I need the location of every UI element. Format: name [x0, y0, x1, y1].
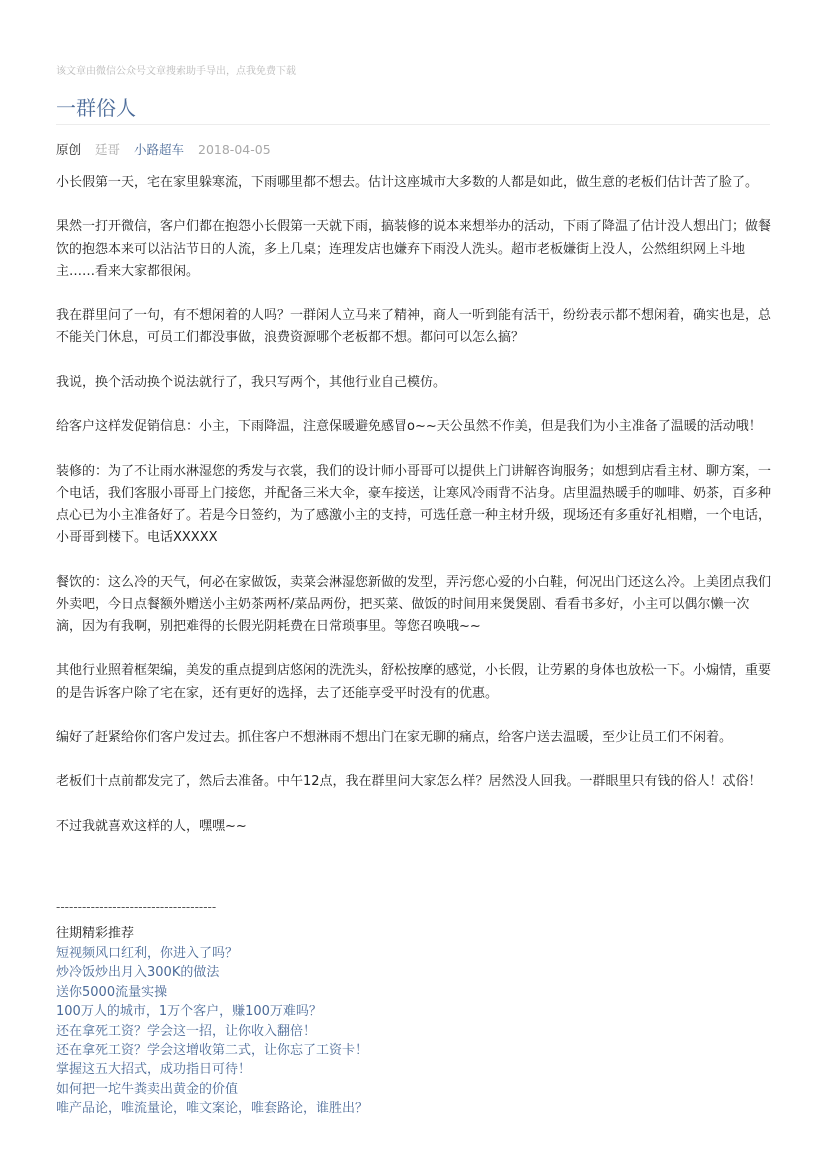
paragraph: 给客户这样发促销信息：小主，下雨降温，注意保暖避免感冒o~~天公虽然不作美，但是我们为小主准备了温暖的活动哦！ — [56, 419, 762, 435]
recommendation-link[interactable]: 送你5000流量实操 — [56, 984, 168, 1000]
recommendations-list — [56, 944, 368, 1119]
recommendation-link[interactable]: 掌握这五大招式，成功指日可待！ — [56, 1062, 252, 1078]
paragraph: 装修的：为了不让雨水淋湿您的秀发与衣裳，我们的设计师小哥哥可以提供上门讲解咨询服务；如想到店看主材、聊方案，一个电话，我们客服小哥哥上门接您，并配备三米大伞，豪车接送，让寒风冷雨背不沾身。店里温热暖手的咖啡、奶茶，百多种点心已为小主准备好了。若是今日签约，为了感激小主的支持，可选任意一种主材升级，现场还有多重好礼相赠，一个电话，小哥哥到楼下。电话XXXXX — [56, 463, 772, 546]
article-title: 一群俗人 — [56, 96, 136, 120]
recommendation-link[interactable]: 还在拿死工资？学会这一招，让你收入翻倍！ — [56, 1023, 317, 1039]
author-name: 廷哥 — [95, 142, 121, 157]
recommendation-link[interactable]: 短视频风口红利，你进入了吗？ — [56, 946, 239, 961]
paragraph: 编好了赶紧给你们客户发过去。抓住客户不想淋雨不想出门在家无聊的痛点，给客户送去温暖，至少让员工们不闲着。 — [56, 729, 733, 745]
recommendation-link[interactable]: 还在拿死工资？学会这增收第二式，让你忘了工资卡！ — [56, 1043, 369, 1059]
paragraph: 我在群里问了一句，有不想闲着的人吗？一群闲人立马来了精神，商人一听到能有活干，纷纷表示都不想闲着，确实也是，总不能关门休息，可员工们都没事做，浪费资源哪个老板都不想。都问可以怎么搞？ — [56, 308, 772, 346]
article-meta — [56, 140, 281, 158]
recommendation-link[interactable]: 100万人的城市，1万个客户，赚100万难吗？ — [56, 1004, 322, 1020]
title-divider — [56, 124, 770, 125]
recommendations-heading: 往期精彩推荐 — [56, 926, 135, 941]
article-body — [56, 172, 772, 860]
paragraph: 餐饮的：这么冷的天气，何必在家做饭，卖菜会淋湿您新做的发型，弄污您心爱的小白鞋，何况出门还这么冷。上美团点我们外卖吧，今日点餐额外赠送小主奶茶两杯/菜品两份，把买菜、做饭的时间用来煲煲剧、看看书多好，小主可以偶尔懒一次滴，因为有我啊，别把难得的长假光阴耗费在日常琐事里。等您召唤哦~~ — [56, 574, 772, 634]
dashed-divider: ------------------------------------- — [56, 900, 217, 914]
paragraph: 老板们十点前都发完了，然后去准备。中午12点，我在群里问大家怎么样？居然没人回我。一群眼里只有钱的俗人！忒俗！ — [56, 774, 762, 790]
paragraph: 果然一打开微信，客户们都在抱怨小长假第一天就下雨，搞装修的说本来想举办的活动，下雨了降温了估计没人想出门；做餐饮的抱怨本来可以沾沾节日的人流，多上几桌；连理发店也嫌弃下雨没人洗头。超市老板嫌街上没人，公然组织网上斗地主……看来大家都很闲。 — [56, 219, 772, 279]
export-notice[interactable]: 该文章由微信公众号文章搜索助手导出，点我免费下载 — [56, 66, 296, 77]
recommendation-link[interactable]: 如何把一坨牛粪卖出黄金的价值 — [56, 1081, 239, 1097]
paragraph: 不过我就喜欢这样的人，嘿嘿~~ — [56, 818, 247, 834]
recommendation-link[interactable]: 唯产品论，唯流量论，唯文案论，唯套路论，谁胜出？ — [56, 1101, 369, 1117]
paragraph: 其他行业照着框架编，美发的重点提到店悠闲的洗洗头，舒松按摩的感觉，小长假，让劳累的身体也放松一下。小煽情，重要的是告诉客户除了宅在家，还有更好的选择，去了还能享受平时没有的优惠。 — [56, 663, 772, 701]
recommendation-link[interactable]: 炒冷饭炒出月入300K的做法 — [56, 965, 220, 981]
paragraph: 我说，换个活动换个说法就行了，我只写两个，其他行业自己模仿。 — [56, 374, 447, 390]
account-link[interactable]: 小路超车 — [134, 142, 185, 157]
publish-date: 2018-04-05 — [198, 142, 271, 157]
paragraph: 小长假第一天，宅在家里躲寒流，下雨哪里都不想去。估计这座城市大多数的人都是如此，做生意的老板们估计苦了脸了。 — [56, 175, 759, 190]
original-label: 原创 — [56, 142, 82, 157]
